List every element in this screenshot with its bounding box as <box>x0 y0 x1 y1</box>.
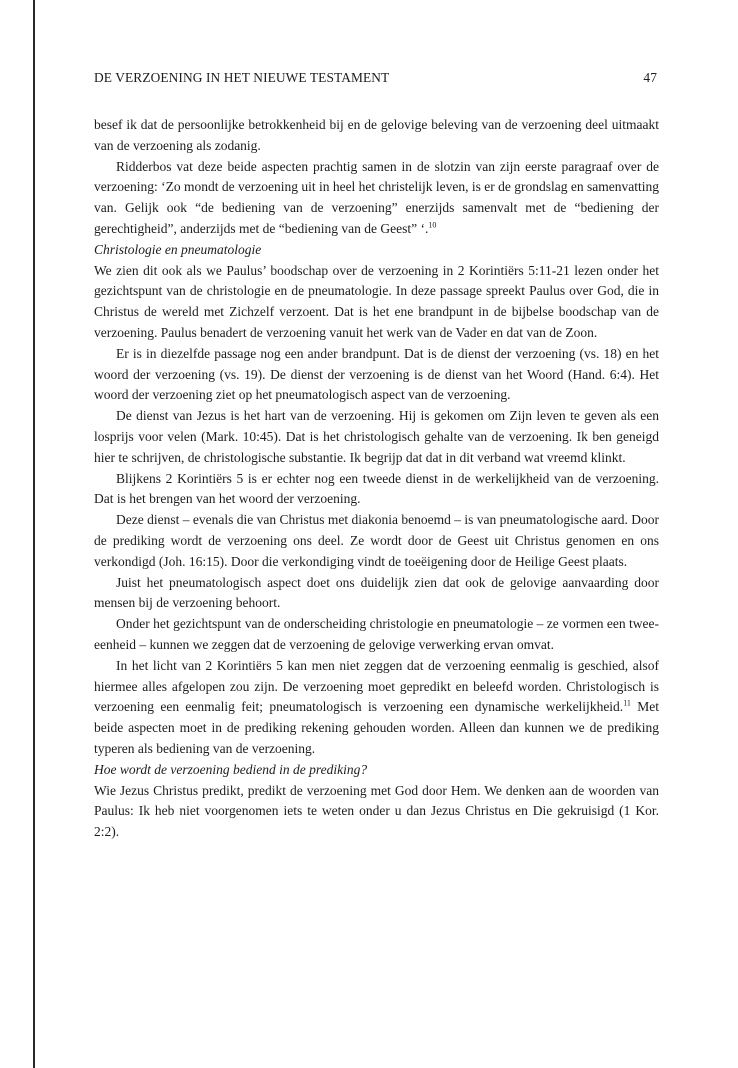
paragraph: Deze dienst – evenals die van Christus met diakonia benoemd – is van pneumatologische aard. Door de prediking wordt de verzoening ons deel. Ze wordt door de Geest uit Christus genomen en ons verkondigd (Joh. 16:15). Door die verkondiging vindt de toeëigening door de Heilige Geest plaats. <box>94 512 659 569</box>
book-page <box>94 70 659 843</box>
body-text <box>94 115 659 843</box>
paragraph: De dienst van Jezus is het hart van de verzoening. Hij is gekomen om Zijn leven te geven als een losprijs voor velen (Mark. 10:45). Dat is het christologisch gehalte van de verzoening. Ik ben geneigd hier te schrijven, de christologische substantie. Ik begrijp dat dat in dit verband wat vreemd klinkt. <box>94 408 659 465</box>
footnote-marker: 10 <box>428 220 437 230</box>
paragraph: besef ik dat de persoonlijke betrokkenheid bij en de gelovige beleving van de verzoening deel uitmaakt van de verzoening als zodanig. <box>94 117 659 153</box>
page-binding-edge <box>33 0 35 1068</box>
paragraph-text: Ridderbos vat deze beide aspecten prachtig samen in de slotzin van zijn eerste paragraaf over de verzoening: ‘Zo mondt de verzoening uit in heel het christelijk leven, is er de grondslag en samenvatting van. Gelijk ook “de bediening van de verzoening” enerzijds samenvalt met de “bediening der gerechtigheid”, anderzijds met de “bediening van de Geest” ‘. <box>94 158 659 236</box>
paragraph: Er is in diezelfde passage nog een ander brandpunt. Dat is de dienst der verzoening (vs. 18) en het woord der verzoening (vs. 19). De dienst der verzoening is de dienst van het Woord (Hand. 6:4). Het woord der verzoening ziet op het pneumatologisch aspect van de verzoening. <box>94 345 659 403</box>
section-heading: Hoe wordt de verzoening bediend in de prediking? <box>94 761 368 777</box>
paragraph: Juist het pneumatologisch aspect doet ons duidelijk zien dat ook de gelovige aanvaarding door mensen bij de verzoening behoort. <box>94 574 659 611</box>
paragraph <box>94 157 659 240</box>
page-number: 47 <box>643 70 657 85</box>
footnote-marker: 11 <box>623 698 631 708</box>
running-title: DE VERZOENING IN HET NIEUWE TESTAMENT <box>94 70 390 85</box>
section-heading: Christologie en pneumatologie <box>94 241 262 257</box>
running-header <box>94 70 659 86</box>
paragraph-text: Met beide aspecten moet in de prediking rekening gehouden worden. Alleen dan kunnen we de prediking typeren als bediening van de verzoening. <box>94 699 659 756</box>
paragraph: Onder het gezichtspunt van de onderscheiding christologie en pneumatologie – ze vormen een twee-eenheid – kunnen we zeggen dat de verzoening de gelovige verwerking ervan omvat. <box>94 616 659 652</box>
paragraph: Blijkens 2 Korintiërs 5 is er echter nog een tweede dienst in de werkelijkheid van de verzoening. Dat is het brengen van het woord der verzoening. <box>94 470 659 507</box>
paragraph: Wie Jezus Christus predikt, predikt de verzoening met God door Hem. We denken aan de woorden van Paulus: Ik heb niet voorgenomen iets te weten onder u dan Jezus Christus en Die gekruisigd (1 Kor. 2:2). <box>94 782 659 840</box>
paragraph <box>94 656 659 760</box>
paragraph-text: In het licht van 2 Korintiërs 5 kan men niet zeggen dat de verzoening eenmalig is geschied, alsof hiermee alles afgelopen zou zijn. De verzoening moet gepredikt en beleefd worden. Christologisch is verzoening een eenmalig feit; pneumatologisch is verzoening een dynamische werkelijkheid. <box>94 657 659 715</box>
paragraph: We zien dit ook als we Paulus’ boodschap over de verzoening in 2 Korintiërs 5:11-21 lezen onder het gezichtspunt van de christologie en de pneumatologie. In deze passage spreekt Paulus over God, die in Christus de wereld met Zichzelf verzoent. Dat is het ene brandpunt in de bijbelse boodschap van de verzoening. Paulus benadert de verzoening vanuit het werk van de Vader en dat van de Zoon. <box>94 262 659 340</box>
